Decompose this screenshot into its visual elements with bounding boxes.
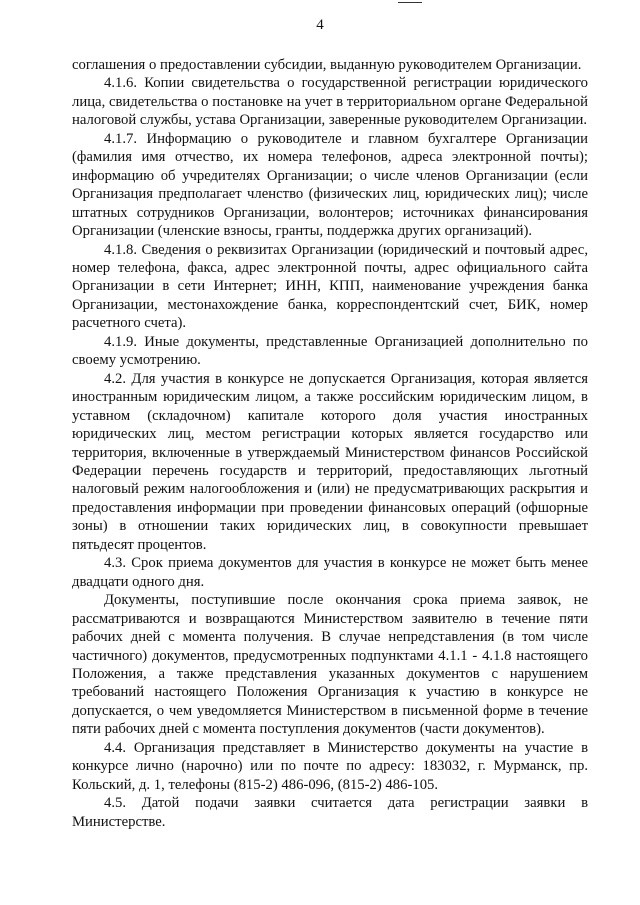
paragraph-4-2: 4.2. Для участия в конкурсе не допускается Организация, которая является иностранным юридическим лицом, а также российским юридическим лицом, в уставном (складочном) капитале которого доля участия иностранных юридических лиц, местом регистрации которых является государство или территория, включенные в утверждаемый Министерством финансов Российской Федерации перечень государств и территорий, предоставляющих льготный налоговый режим налогообложения и (или) не предусматривающих раскрытия и предоставления информации при проведении финансовых операций (офшорные зоны) в отношении таких юридических лиц, в совокупности превышает пятьдесят процентов. xyxy=(72,370,588,553)
page-number: 4 xyxy=(316,17,324,33)
paragraph-4-1-9: 4.1.9. Иные документы, представленные Организацией дополнительно по своему усмотрению. xyxy=(72,333,588,369)
paragraph-4-1-6: 4.1.6. Копии свидетельства о государственной регистрации юридического лица, свидетельства о постановке на учет в территориальном органе Федеральной налоговой службы, устава Организации, заверенные руководителем Организации. xyxy=(72,75,588,129)
paragraph-documents-return: Документы, поступившие после окончания срока приема заявок, не рассматриваются и возвращаются Министерством заявителю в течение пяти рабочих дней с момента получения. В случае непредставления (в том числе частичного) документов, предусмотренных подпунктами 4.1.1 - 4.1.8 настоящего Положения, а также представления указанных документов с нарушением требований настоящего Положения Организация к участию в конкурсе не допускается, о чем уведомляется Министерством в письменной форме в течение пяти рабочих дней с момента поступления документов (части документов). xyxy=(72,592,588,738)
document-body xyxy=(72,56,588,831)
paragraph-4-3: 4.3. Срок приема документов для участия в конкурсе не может быть менее двадцати одного дня. xyxy=(72,555,588,590)
header-rule xyxy=(398,2,422,3)
paragraph-4-5: 4.5. Датой подачи заявки считается дата регистрации заявки в Министерстве. xyxy=(72,795,588,830)
paragraph-4-4: 4.4. Организация представляет в Министерство документы на участие в конкурсе лично (нарочно) или по почте по адресу: 183032, г. Мурманск, пр. Кольский, д. 1, телефоны (815-2) 486-096, (815-2) 486-105. xyxy=(72,739,588,793)
paragraph-continuation: соглашения о предоставлении субсидии, выданную руководителем Организации. xyxy=(72,57,582,73)
paragraph-4-1-8: 4.1.8. Сведения о реквизитах Организации (юридический и почтовый адрес, номер телефона, факса, адрес электронной почты, адрес официального сайта Организации в сети Интернет; ИНН, КПП, наименование учреждения банка Организации, местонахождение банка, корреспондентский счет, БИК, номер расчетного счета). xyxy=(72,241,588,332)
paragraph-4-1-7: 4.1.7. Информацию о руководителе и главном бухгалтере Организации (фамилия имя отчество, их номера телефонов, адреса электронной почты); информацию об учредителях Организации; о числе членов Организации (если Организация предполагает членство (физических лиц, юридических лиц); числе штатных сотрудников Организации, волонтеров; источниках финансирования Организации (членские взносы, гранты, поддержка других организаций). xyxy=(72,130,588,240)
